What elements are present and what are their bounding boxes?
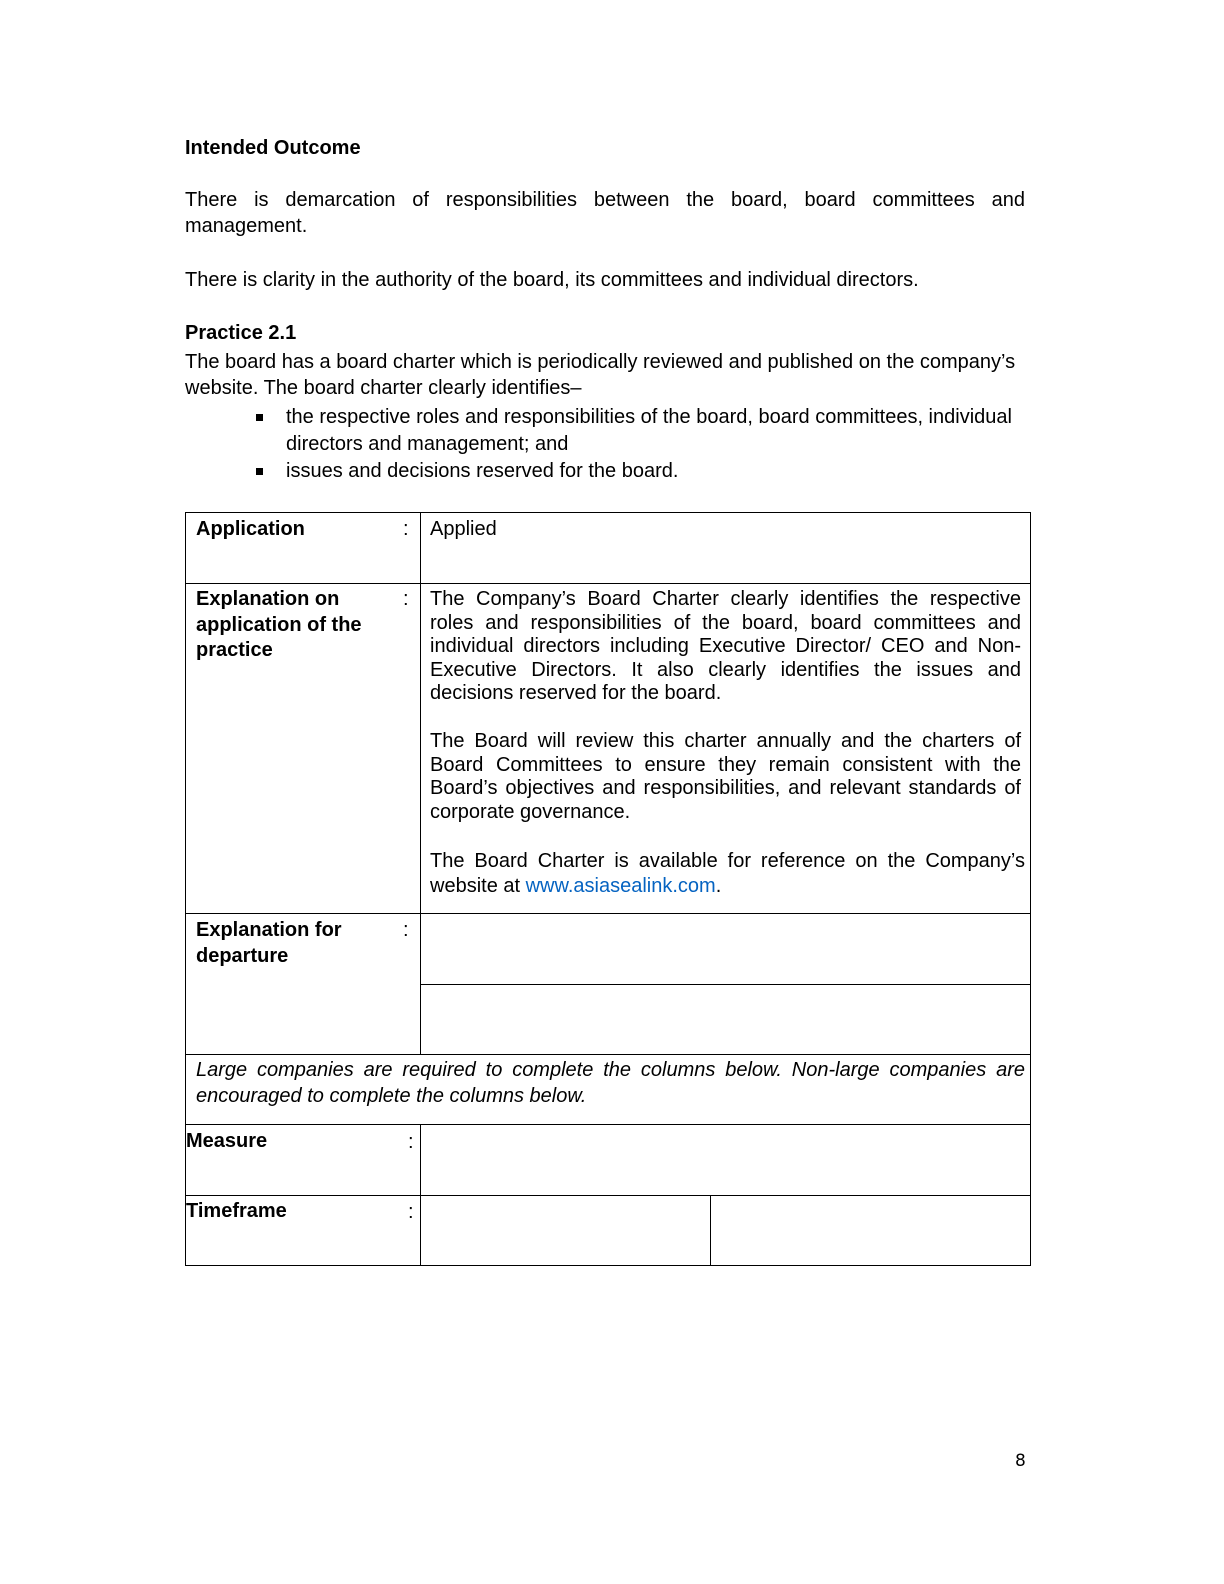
explanation-text: . [715, 875, 722, 897]
colon: : [403, 518, 409, 540]
bullet-text: the respective roles and responsibilities of the board, board committees, individual directors and management; and [286, 406, 1012, 455]
measure-label: Measure [186, 1130, 268, 1152]
bullet-icon [256, 468, 263, 475]
practice-application-table [185, 512, 1031, 1266]
table-border-top [185, 512, 1031, 513]
explanation-paragraph-2: The Board will review this charter annually and the charters of Board Committees to ensure they remain consistent with the Board’s objectives and responsibilities, and relevant standards of corporate governance. [430, 730, 1021, 823]
explanation-text: The Board Charter is available for reference on the Company’s website at [430, 850, 1025, 897]
row-divider [185, 1054, 1031, 1055]
table-border-right [1030, 512, 1031, 1266]
row-divider [185, 583, 1031, 584]
timeframe-divider [710, 1195, 711, 1266]
application-label: Application [196, 518, 305, 540]
explanation-label: Explanation on application of the practice [196, 588, 362, 661]
application-value: Applied [430, 518, 497, 540]
intended-outcome-paragraph-2: There is clarity in the authority of the board, its committees and individual directors. [185, 269, 919, 291]
list-item [286, 404, 1026, 458]
table-border-bottom [185, 1265, 1031, 1266]
colon: : [403, 588, 409, 610]
explanation-paragraph-3 [430, 849, 1025, 899]
colon: : [408, 1201, 414, 1223]
list-item [286, 458, 1026, 485]
practice-intro: The board has a board charter which is periodically reviewed and published on the company’s website. The board charter clearly identifies– [185, 351, 1016, 399]
page-number: 8 [1015, 1451, 1026, 1471]
bullet-icon [256, 414, 263, 421]
departure-label: Explanation for departure [196, 919, 342, 967]
colon: : [408, 1131, 414, 1153]
practice-bullet-list [286, 404, 1026, 485]
intended-outcome-paragraph-1: There is demarcation of responsibilities between the board, board committees and management. [185, 189, 1025, 237]
large-companies-note: Large companies are required to complete the columns below. Non-large companies are encouraged to complete the columns below. [196, 1059, 1025, 1107]
timeframe-label: Timeframe [186, 1200, 287, 1222]
intended-outcome-heading: Intended Outcome [185, 137, 361, 159]
row-divider [185, 1195, 1031, 1196]
table-column-divider [420, 512, 421, 1054]
explanation-paragraph-1: The Company’s Board Charter clearly identifies the respective roles and responsibilities of the board, board committees and individual directors including Executive Director/ CEO and Non-Executive Directors. It also clearly identifies the issues and decisions reserved for the board. [430, 588, 1021, 704]
bullet-text: issues and decisions reserved for the board. [286, 460, 679, 482]
practice-heading: Practice 2.1 [185, 322, 297, 344]
row-divider [185, 913, 1031, 914]
row-divider [185, 1124, 1031, 1125]
company-website-link[interactable]: www.asiasealink.com [525, 875, 716, 897]
colon: : [403, 919, 409, 941]
row-divider [420, 984, 1031, 985]
